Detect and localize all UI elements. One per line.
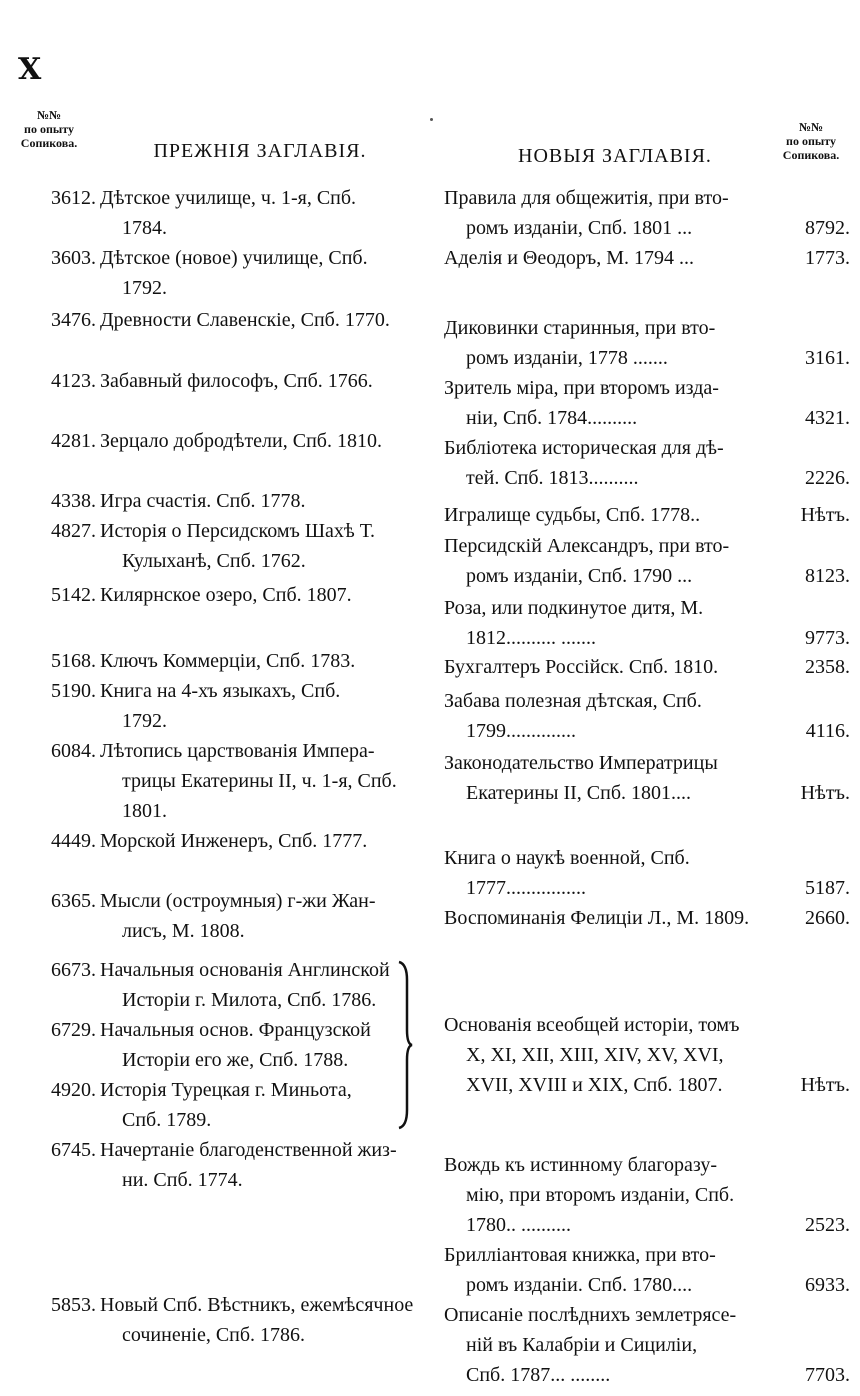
entry-line: 1784. [122,217,167,239]
new-entry-number: 2226. [805,467,850,489]
new-title-entry [444,1150,766,1240]
entry-line: Забавный философъ, Спб. 1766. [100,370,373,392]
new-title-entry [444,531,766,591]
old-title-entry [100,516,425,576]
entry-line: Роза, или подкинутое дитя, М. [444,597,704,619]
entry-line: трицы Екатерины II, ч. 1-я, Спб. [122,770,397,792]
old-title-entry [100,676,425,736]
entry-line: Аделія и Θеодоръ, М. 1794 ... [444,247,694,269]
entry-line: Килярнское озеро, Спб. 1807. [100,584,352,606]
entry-line: Морской Инженеръ, Спб. 1777. [100,830,368,852]
new-title-entry [444,1010,766,1100]
old-entry-number: 4827. [51,520,96,542]
entry-line: ромъ изданіи, Спб. 1801 ... [466,217,693,239]
old-title-entry [100,486,425,516]
right-sub1: по опыту [786,134,836,148]
new-entry-number: Нѣтъ. [800,782,850,804]
old-title-entry [100,426,425,456]
new-entry-number: 5187. [805,877,850,899]
old-entry-number: 6673. [51,959,96,981]
new-entry-number: 2660. [805,907,850,929]
old-title-entry [100,886,425,946]
entry-line: Екатерины II, Спб. 1801.... [466,782,691,804]
entry-line: Зритель міра, при второмъ изда- [444,377,719,399]
old-title-entry [100,243,425,303]
new-title-entry [444,243,766,273]
curly-brace [397,960,413,1130]
old-entry-number: 5853. [51,1294,96,1316]
entry-line: мію, при второмъ изданіи, Спб. [466,1184,735,1206]
entry-line: Игралище судьбы, Спб. 1778.. [444,504,701,526]
old-entry-number: 6084. [51,740,96,762]
new-title-entry [444,1240,766,1300]
entry-line: Начальныя основ. Французской [100,1019,371,1041]
entry-line: Мысли (остроумныя) г-жи Жан- [100,890,376,912]
entry-line: 1801. [122,800,167,822]
new-entry-number: 4116. [805,720,850,742]
entry-line: Спб. 1789. [122,1109,212,1131]
entry-line: Древности Славенскіе, Спб. 1770. [100,309,390,331]
entry-line: ни. Спб. 1774. [122,1169,243,1191]
old-title-entry [100,1075,425,1135]
entry-line: Исторія Турецкая г. Миньота, [100,1079,352,1101]
new-title-entry [444,313,766,373]
entry-line: Ключъ Коммерціи, Спб. 1783. [100,650,356,672]
old-title-entry [100,183,425,243]
new-title-entry [444,433,766,493]
old-entry-number: 4449. [51,830,96,852]
old-title-entry [100,1135,425,1195]
entry-line: Новый Спб. Вѣстникъ, ежемѣсячное [100,1294,414,1316]
old-entry-number: 4281. [51,430,96,452]
new-entry-number: 3161. [805,347,850,369]
entry-line: Дѣтское (новое) училище, Спб. [100,247,368,269]
page-number: X [18,52,42,87]
entry-line: Кулыханѣ, Спб. 1762. [122,550,306,572]
entry-line: Бриллiантовая книжка, при вто- [444,1244,716,1266]
left-sub1: по опыту [24,122,74,136]
new-entry-number: 8792. [805,217,850,239]
old-entry-number: 3612. [51,187,96,209]
entry-line: Воспоминанія Фелиціи Л., М. 1809. [444,907,750,929]
entry-line: Персидскій Александръ, при вто- [444,535,730,557]
old-entry-number: 6365. [51,890,96,912]
entry-line: Исторіи г. Милота, Спб. 1786. [122,989,377,1011]
right-sub2: Сопикова. [782,148,840,162]
entry-line: Исторіи его же, Спб. 1788. [122,1049,349,1071]
speck [430,118,433,121]
new-entry-number: 2523. [805,1214,850,1236]
new-title-entry [444,652,766,682]
entry-line: сочиненіе, Спб. 1786. [122,1324,306,1346]
entry-line: 1777................ [466,877,586,899]
entry-line: Библіотека историческая для дѣ- [444,437,724,459]
new-title-entry [444,500,766,530]
new-entry-number: 4321. [805,407,850,429]
entry-line: Начальныя основанія Англинской [100,959,390,981]
new-title-entry [444,686,766,746]
entry-line: Вождь къ истинному благоразу- [444,1154,717,1176]
entry-line: Описаніе послѣднихъ землетрясе- [444,1304,737,1326]
new-entry-number: 6933. [805,1274,850,1296]
new-title-entry [444,593,766,653]
old-title-entry [100,646,425,676]
right-col-header [770,120,852,162]
new-title-entry [444,748,766,808]
old-title-entry [100,955,425,1015]
new-entry-number: 7703. [805,1364,850,1386]
entry-line: Исторія о Персидскомъ Шахѣ Т. [100,520,375,542]
new-title-entry [444,1300,766,1390]
entry-line: ніи, Спб. 1784.......... [466,407,638,429]
entry-line: лисъ, М. 1808. [122,920,245,942]
entry-line: Забава полезная дѣтская, Спб. [444,690,702,712]
new-title-entry [444,903,766,933]
entry-line: Начертаніе благоденственной жиз- [100,1139,397,1161]
new-entry-number: 1773. [805,247,850,269]
entry-line: Диковинки старинныя, при вто- [444,317,716,339]
right-marks: №№ [798,120,824,134]
entry-line: 1812.......... ....... [466,627,596,649]
entry-line: Законодательство Императрицы [444,752,718,774]
old-entry-number: 6745. [51,1139,96,1161]
new-entry-number: 8123. [805,565,850,587]
old-title-entry [100,305,425,335]
entry-line: ній въ Калабріи и Сициліи, [466,1334,698,1356]
old-entry-number: 3603. [51,247,96,269]
entry-line: X, XI, XII, XIII, XIV, XV, XVI, [466,1044,724,1066]
entry-line: Бухгалтеръ Россійск. Спб. 1810. [444,656,719,678]
entry-line: Спб. 1787... ........ [466,1364,611,1386]
old-entry-number: 4338. [51,490,96,512]
old-title-entry [100,1290,425,1350]
new-entry-number: Нѣтъ. [800,504,850,526]
entry-line: Зерцало добродѣтели, Спб. 1810. [100,430,382,452]
new-entry-number: Нѣтъ. [800,1074,850,1096]
entry-line: Дѣтское училище, ч. 1-я, Спб. [100,187,357,209]
old-entry-number: 5190. [51,680,96,702]
entry-line: Игра счастія. Спб. 1778. [100,490,306,512]
old-title-entry [100,366,425,396]
entry-line: XVII, XVIII и XIX, Спб. 1807. [466,1074,723,1096]
old-title-entry [100,580,425,610]
entry-line: Основанія всеобщей исторіи, томъ [444,1014,740,1036]
entry-line: тей. Спб. 1813.......... [466,467,639,489]
new-titles-heading: НОВЫЯ ЗАГЛАВІЯ. [518,145,712,167]
entry-line: Книга на 4-хъ языкахъ, Спб. [100,680,341,702]
old-title-entry [100,826,425,856]
new-entry-number: 9773. [805,627,850,649]
old-entry-number: 4920. [51,1079,96,1101]
old-entry-number: 5142. [51,584,96,606]
entry-line: 1792. [122,710,167,732]
entry-line: Лѣтопись царствованія Импера- [100,740,375,762]
entry-line: ромъ изданіи. Спб. 1780.... [466,1274,693,1296]
left-marks: №№ [36,108,62,122]
entry-line: 1780.. .......... [466,1214,571,1236]
new-title-entry [444,373,766,433]
old-title-entry [100,1015,425,1075]
new-title-entry [444,843,766,903]
entry-line: 1799.............. [466,720,576,742]
new-entry-number: 2358. [805,656,850,678]
old-titles-heading: ПРЕЖНІЯ ЗАГЛАВІЯ. [153,140,367,162]
entry-line: Правила для общежитія, при вто- [444,187,729,209]
old-entry-number: 4123. [51,370,96,392]
old-entry-number: 6729. [51,1019,96,1041]
entry-line: ромъ изданіи, Спб. 1790 ... [466,565,693,587]
new-title-entry [444,183,766,243]
entry-line: Книга о наукѣ военной, Спб. [444,847,690,869]
entry-line: 1792. [122,277,167,299]
entry-line: ромъ изданіи, 1778 ....... [466,347,668,369]
old-title-entry [100,736,425,826]
left-col-header [8,108,90,150]
old-entry-number: 3476. [51,309,96,331]
old-entry-number: 5168. [51,650,96,672]
left-sub2: Сопикова. [20,136,78,150]
